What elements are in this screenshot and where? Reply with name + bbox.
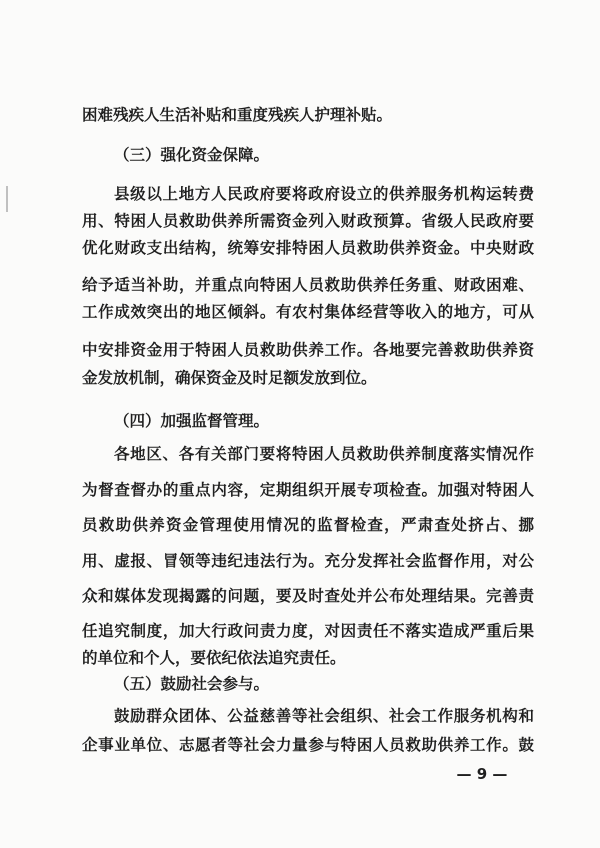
- section-heading-5: （五）鼓励社会参与。: [114, 675, 270, 693]
- body-line-6: 给予适当补助，并重点向特困人员救助供养任务重、财政困难、: [82, 276, 534, 294]
- section-heading-3: （三）强化资金保障。: [114, 146, 270, 164]
- body-line-3: 县级以上地方人民政府要将政府设立的供养服务机构运转费: [114, 185, 534, 203]
- body-line-15: 众和媒体发现揭露的问题，要及时查处并公布处理结果。完善责: [82, 587, 534, 605]
- scan-edge-mark: [6, 186, 8, 212]
- body-line-12: 为督查督办的重点内容，定期组织开展专项检查。加强对特困人: [82, 481, 534, 499]
- body-line-17: 的单位和个人，要依纪依法追究责任。: [82, 649, 346, 667]
- body-line-13: 员救助供养资金管理使用情况的监督检查，严肃查处挤占、挪: [82, 516, 534, 534]
- section-heading-4: （四）加强监督管理。: [114, 412, 270, 430]
- body-line-19: 鼓励群众团体、公益慈善等社会组织、社会工作服务机构和: [114, 707, 534, 725]
- body-line-16: 任追究制度，加大行政问责力度，对因责任不落实造成严重后果: [82, 622, 534, 640]
- body-line-20: 企事业单位、志愿者等社会力量参与特困人员救助供养工作。鼓: [82, 736, 534, 754]
- body-line-9: 金发放机制，确保资金及时足额发放到位。: [82, 369, 377, 387]
- body-line-14: 用、虚报、冒领等违纪违法行为。充分发挥社会监督作用，对公: [82, 552, 534, 570]
- body-line-4: 用、特困人员救助供养所需资金列入财政预算。省级人民政府要: [82, 212, 534, 230]
- body-line-11: 各地区、各有关部门要将特困人员救助供养制度落实情况作: [114, 445, 534, 463]
- body-line-8: 中安排资金用于特困人员救助供养工作。各地要完善救助供养资: [82, 341, 534, 359]
- body-line-7: 工作成效突出的地区倾斜。有农村集体经营等收入的地方，可从: [82, 303, 534, 321]
- body-line-5: 优化财政支出结构，统筹安排特困人员救助供养资金。中央财政: [82, 239, 534, 257]
- body-line-1: 困难残疾人生活补贴和重度残疾人护理补贴。: [82, 106, 393, 124]
- page-number: — 9 —: [456, 765, 508, 783]
